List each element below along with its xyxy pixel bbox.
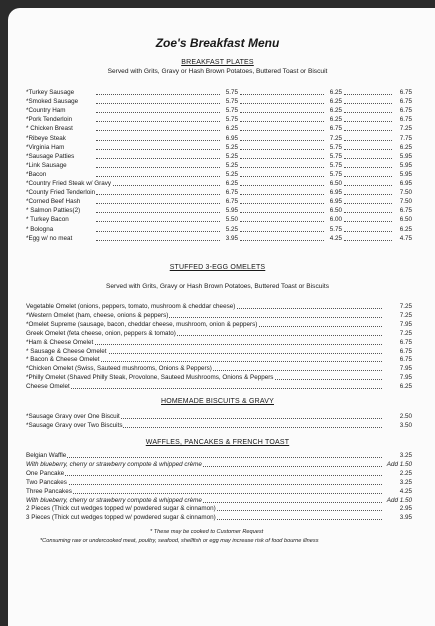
item-name: *Virginia Ham <box>26 143 65 151</box>
omelets-subtitle: Served with Grits, Gravy or Hash Brown Potatoes, Buttered Toast or Biscuits <box>105 283 330 290</box>
price-small: 6.25 <box>220 124 238 133</box>
dot-leader <box>240 170 324 177</box>
dot-leader <box>240 143 324 150</box>
dot-leader <box>344 88 392 95</box>
price-small: 5.25 <box>220 170 238 179</box>
dot-leader <box>344 152 392 159</box>
menu-item-row <box>26 115 412 124</box>
menu-item-row <box>26 373 412 382</box>
price-medium: 4.25 <box>324 234 342 243</box>
price-medium: 5.75 <box>324 161 342 170</box>
price-small: 5.75 <box>220 88 238 97</box>
price-small: 6.95 <box>220 134 238 143</box>
menu-item-row <box>26 487 412 496</box>
dot-leader <box>96 188 220 195</box>
dot-leader <box>240 134 324 141</box>
item-price: Add 1.50 <box>386 460 412 468</box>
price-large: 4.75 <box>392 234 412 243</box>
price-large: 6.50 <box>392 215 412 224</box>
item-price: 3.25 <box>399 452 412 459</box>
dot-leader <box>240 206 324 213</box>
item-name: *Chicken Omelet (Swiss, Sauteed mushrooms, Onions & Peppers) <box>26 365 212 373</box>
price-medium: 5.75 <box>324 152 342 161</box>
item-name: *Ham & Cheese Omelet <box>26 338 94 346</box>
dot-leader <box>344 206 392 213</box>
item-name: One Pancake <box>26 469 65 477</box>
item-name: *Egg w/ no meat <box>26 234 73 242</box>
price-large: 6.95 <box>392 179 412 188</box>
item-name: Two Pancakes <box>26 478 67 486</box>
menu-item-row <box>26 496 412 505</box>
dot-leader <box>96 106 220 113</box>
price-medium: 6.25 <box>324 88 342 97</box>
menu-title: Zoe's Breakfast Menu <box>155 36 280 50</box>
food-safety-warning: *Consuming raw or undercooked meat, poultry, seafood, shellfish or egg may increase risk of food bourne illness <box>40 538 319 544</box>
menu-item-row <box>26 421 412 430</box>
price-medium: 6.25 <box>324 97 342 106</box>
item-name: *Smoked Sausage <box>26 98 79 106</box>
item-name: *Sausage Gravy over One Biscuit <box>26 413 120 420</box>
price-medium: 5.75 <box>324 170 342 179</box>
item-name: * Sausage & Cheese Omelet <box>26 347 107 355</box>
item-name: *Sausage Patties <box>26 152 75 160</box>
dot-leader <box>240 88 324 95</box>
dot-leader <box>56 451 382 458</box>
item-price: 4.25 <box>399 487 412 495</box>
dot-leader <box>56 478 382 485</box>
menu-item-row <box>26 338 412 347</box>
price-large: 6.75 <box>392 115 412 124</box>
price-small: 5.95 <box>220 206 238 215</box>
item-price: 7.95 <box>399 374 412 382</box>
price-medium: 6.95 <box>324 197 342 206</box>
breakfast-plates-subtitle: Served with Grits, Gravy or Hash Brown Potatoes, Buttered Toast or Biscuit <box>107 68 328 75</box>
price-small: 5.25 <box>220 143 238 152</box>
item-name: *Philly Omelet (Shaved Philly Steak, Provolone, Sauteed Mushrooms, Onions & Peppers <box>26 374 274 382</box>
item-price: 7.95 <box>399 365 412 373</box>
dot-leader <box>96 161 220 168</box>
item-price: 2.95 <box>399 505 412 513</box>
item-price: 7.25 <box>399 311 412 319</box>
dot-leader <box>240 215 324 222</box>
item-name: *Country Fried Steak w/ Gravy <box>26 180 112 187</box>
price-medium: 6.00 <box>324 215 342 224</box>
item-name: 3 Pieces (Thick cut wedges topped w/ powdered sugar & cinnamon) <box>26 514 216 522</box>
item-name: * Bologna <box>26 225 54 233</box>
item-name: 2 Pieces (Thick cut wedges topped w/ powdered sugar & cinnamon) <box>26 505 216 513</box>
menu-item-row <box>26 320 412 329</box>
dot-leader <box>56 382 382 389</box>
dot-leader <box>344 106 392 113</box>
price-large: 6.75 <box>392 206 412 215</box>
item-name: * Salmon Patties(2) <box>26 207 81 215</box>
price-small: 6.75 <box>220 188 238 197</box>
dot-leader <box>344 234 392 241</box>
price-large: 7.75 <box>392 134 412 143</box>
dot-leader <box>96 115 220 122</box>
breakfast-plates-heading: BREAKFAST PLATES <box>181 59 254 66</box>
menu-item-row <box>26 215 412 224</box>
item-price: 3.25 <box>399 478 412 486</box>
dot-leader <box>96 134 220 141</box>
item-name: Belgian Waffle <box>26 452 67 459</box>
dot-leader <box>96 215 220 222</box>
item-price: 2.50 <box>399 413 412 420</box>
item-name: * Bacon & Cheese Omelet <box>26 356 100 364</box>
menu-item-row <box>26 347 412 356</box>
dot-leader <box>344 134 392 141</box>
menu-item-row <box>26 124 412 133</box>
menu-item-row <box>26 170 412 179</box>
item-price: 7.95 <box>399 320 412 328</box>
menu-item-row <box>26 225 412 234</box>
item-name: *Western Omelet (ham, cheese, onions & peppers) <box>26 311 169 319</box>
item-price: 6.75 <box>399 356 412 364</box>
menu-item-row <box>26 143 412 152</box>
dot-leader <box>344 197 392 204</box>
menu-item-row <box>26 478 412 487</box>
dot-leader <box>240 225 324 232</box>
dot-leader <box>240 152 324 159</box>
price-large: 6.75 <box>392 106 412 115</box>
dot-leader <box>96 152 220 159</box>
menu-item-row <box>26 311 412 320</box>
price-small: 5.75 <box>220 106 238 115</box>
dot-leader <box>96 234 220 241</box>
item-name: Cheese Omelet <box>26 383 70 391</box>
menu-item-row <box>26 197 412 206</box>
price-large: 5.95 <box>392 152 412 161</box>
dot-leader <box>240 115 324 122</box>
item-name: *Country Ham <box>26 107 66 115</box>
item-price: 6.75 <box>399 338 412 346</box>
dot-leader <box>344 161 392 168</box>
dot-leader <box>96 88 220 95</box>
dot-leader <box>344 143 392 150</box>
dot-leader <box>56 338 382 345</box>
dot-leader <box>240 179 324 186</box>
menu-item-row <box>26 152 412 161</box>
menu-item-row <box>26 355 412 364</box>
price-large: 5.95 <box>392 161 412 170</box>
price-large: 7.25 <box>392 124 412 133</box>
menu-item-row <box>26 88 412 97</box>
dot-leader <box>344 170 392 177</box>
dot-leader <box>96 97 220 104</box>
price-small: 3.95 <box>220 234 238 243</box>
item-name: *Link Sausage <box>26 161 67 169</box>
biscuits-heading: HOMEMADE BISCUITS & GRAVY <box>161 398 274 405</box>
item-name: *Turkey Sausage <box>26 89 75 96</box>
menu-item-row <box>26 234 412 243</box>
price-small: 5.75 <box>220 97 238 106</box>
price-medium: 6.50 <box>324 179 342 188</box>
dot-leader <box>96 170 220 177</box>
price-small: 5.25 <box>220 152 238 161</box>
price-large: 6.25 <box>392 225 412 234</box>
item-name: Vegetable Omelet (onions, peppers, tomato, mushroom & cheddar cheese) <box>26 303 236 310</box>
dot-leader <box>96 124 220 131</box>
price-small: 5.25 <box>220 161 238 170</box>
item-price: 3.95 <box>399 514 412 522</box>
dot-leader <box>96 225 220 232</box>
dot-leader <box>344 124 392 131</box>
item-name: * Chicken Breast <box>26 125 73 133</box>
dot-leader <box>344 115 392 122</box>
menu-item-row <box>26 302 412 311</box>
price-large: 7.50 <box>392 197 412 206</box>
menu-item-row <box>26 513 412 522</box>
item-name: *Ribeye Steak <box>26 134 66 142</box>
menu-item-row <box>26 188 412 197</box>
menu-item-row <box>26 161 412 170</box>
item-price: 3.50 <box>399 421 412 429</box>
dot-leader <box>344 215 392 222</box>
price-medium: 6.25 <box>324 115 342 124</box>
menu-item-row <box>26 451 412 460</box>
price-small: 5.50 <box>220 215 238 224</box>
item-name: With blueberry, cherry or strawberry compote & whipped crème <box>26 496 202 504</box>
price-large: 5.95 <box>392 170 412 179</box>
item-name: Greek Omelet (feta cheese, onion, peppers & tomato) <box>26 329 176 337</box>
price-medium: 6.25 <box>324 106 342 115</box>
dot-leader <box>240 124 324 131</box>
item-name: *Corned Beef Hash <box>26 198 81 206</box>
dot-leader <box>344 179 392 186</box>
price-medium: 5.75 <box>324 225 342 234</box>
item-name: *Omelet Supreme (sausage, bacon, cheddar cheese, mushroom, onion & peppers) <box>26 320 258 328</box>
price-large: 7.50 <box>392 188 412 197</box>
price-medium: 6.75 <box>324 124 342 133</box>
omelets-heading: STUFFED 3-EGG OMELETS <box>169 264 266 271</box>
item-name: *County Fried Tenderloin <box>26 189 96 197</box>
menu-item-row <box>26 179 412 188</box>
price-medium: 6.50 <box>324 206 342 215</box>
item-name: Three Pancakes <box>26 487 72 495</box>
price-medium: 6.95 <box>324 188 342 197</box>
price-small: 5.75 <box>220 115 238 124</box>
price-medium: 7.25 <box>324 134 342 143</box>
menu-item-row <box>26 412 412 421</box>
dot-leader <box>344 225 392 232</box>
dot-leader <box>96 143 220 150</box>
dot-leader <box>56 469 382 476</box>
item-price: Add 1.50 <box>386 496 412 504</box>
dot-leader <box>240 197 324 204</box>
item-name: *Bacon <box>26 170 47 178</box>
menu-item-row <box>26 460 412 469</box>
dot-leader <box>240 161 324 168</box>
dot-leader <box>240 97 324 104</box>
item-price: 7.25 <box>399 303 412 310</box>
waffles-heading: WAFFLES, PANCAKES & FRENCH TOAST <box>145 439 290 446</box>
price-small: 6.75 <box>220 197 238 206</box>
menu-item-row <box>26 382 412 391</box>
item-name: *Pork Tenderloin <box>26 116 73 124</box>
item-price: 7.25 <box>399 329 412 337</box>
cooked-note: * These may be cooked to Customer Request <box>150 529 264 535</box>
item-name: *Sausage Gravy over Two Biscuits <box>26 421 123 429</box>
price-small: 6.25 <box>220 179 238 188</box>
item-price: 2.25 <box>399 469 412 477</box>
item-price: 6.25 <box>399 383 412 391</box>
price-medium: 5.75 <box>324 143 342 152</box>
item-name: With blueberry, cherry or strawberry compote & whipped crème <box>26 460 202 468</box>
menu-item-row <box>26 206 412 215</box>
dot-leader <box>240 106 324 113</box>
dot-leader <box>96 197 220 204</box>
price-large: 6.75 <box>392 88 412 97</box>
item-name: * Turkey Bacon <box>26 216 69 224</box>
menu-item-row <box>26 134 412 143</box>
dot-leader <box>96 179 220 186</box>
dot-leader <box>344 97 392 104</box>
price-large: 6.25 <box>392 143 412 152</box>
dot-leader <box>240 188 324 195</box>
dot-leader <box>344 188 392 195</box>
item-price: 6.75 <box>399 347 412 355</box>
price-small: 5.25 <box>220 225 238 234</box>
dot-leader <box>56 487 382 494</box>
menu-item-row <box>26 97 412 106</box>
dot-leader <box>96 206 220 213</box>
menu-item-row <box>26 329 412 338</box>
menu-item-row <box>26 469 412 478</box>
menu-item-row <box>26 106 412 115</box>
price-large: 6.75 <box>392 97 412 106</box>
menu-item-row <box>26 364 412 373</box>
dot-leader <box>56 355 382 362</box>
dot-leader <box>240 234 324 241</box>
menu-item-row <box>26 504 412 513</box>
